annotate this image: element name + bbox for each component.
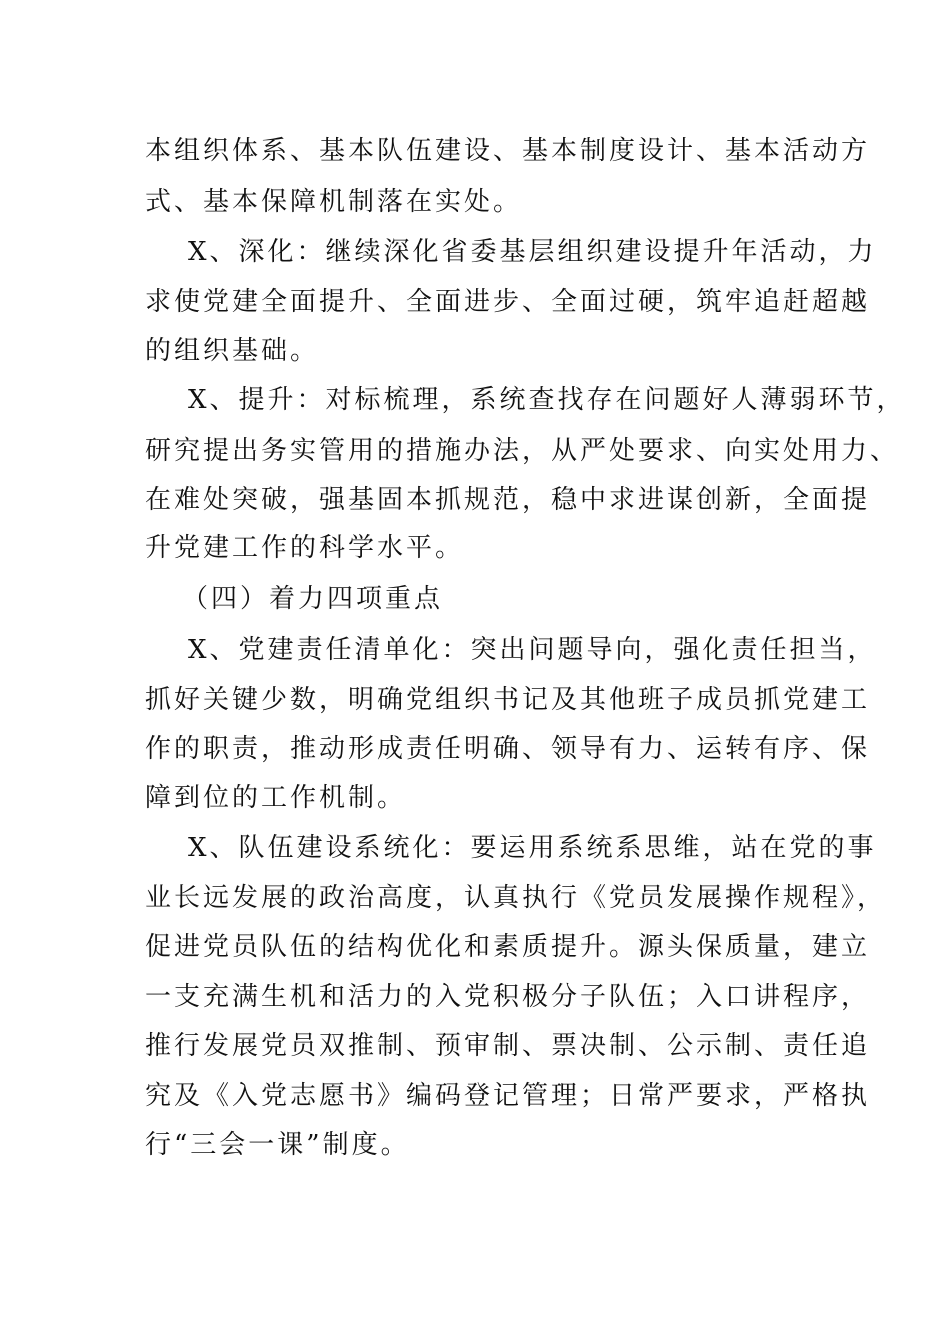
text-line: 推行发展党员双推制、预审制、票决制、公示制、责任追 — [145, 1031, 871, 1061]
text-line: 业长远发展的政治高度，认真执行《党员发展操作规程》， — [145, 883, 887, 913]
text-line: 升党建工作的科学水平。 — [145, 533, 465, 563]
text-line: 本组织体系、基本队伍建设、基本制度设计、基本活动方 — [145, 136, 871, 166]
text-line: 障到位的工作机制。 — [145, 783, 407, 813]
text-line: 一支充满生机和活力的入党积极分子队伍；入口讲程序， — [145, 982, 871, 1012]
section-heading-text: （四）着力四项重点 — [182, 584, 444, 614]
text-line: 求使党建全面提升、全面进步、全面过硬，筑牢追赶超越 — [145, 287, 871, 317]
text-line: X、党建责任清单化：突出问题导向，强化责任担当， — [188, 635, 877, 665]
text-line: 研究提出务实管用的措施办法，从严处要求、向实处用力、 — [145, 436, 900, 466]
text-line: 究及《入党志愿书》编码登记管理；日常严要求，严格执 — [145, 1081, 871, 1111]
text-line: 在难处突破，强基固本抓规范，稳中求进谋创新，全面提 — [145, 485, 871, 515]
text-line: X、提升：对标梳理，系统查找存在问题好人薄弱环节， — [188, 385, 906, 415]
text-line: 作的职责，推动形成责任明确、领导有力、运转有序、保 — [145, 734, 871, 764]
text-line: X、队伍建设系统化：要运用系统系思维，站在党的事 — [188, 833, 877, 863]
text-line: 的组织基础。 — [145, 336, 320, 366]
text-line: X、深化：继续深化省委基层组织建设提升年活动，力 — [188, 237, 877, 267]
text-line: 行“三会一课”制度。 — [145, 1130, 410, 1160]
text-line: 抓好关键少数，明确党组织书记及其他班子成员抓党建工 — [145, 685, 871, 715]
text-line: 式、基本保障机制落在实处。 — [145, 187, 523, 217]
text-line: 促进党员队伍的结构优化和素质提升。源头保质量，建立 — [145, 932, 871, 962]
